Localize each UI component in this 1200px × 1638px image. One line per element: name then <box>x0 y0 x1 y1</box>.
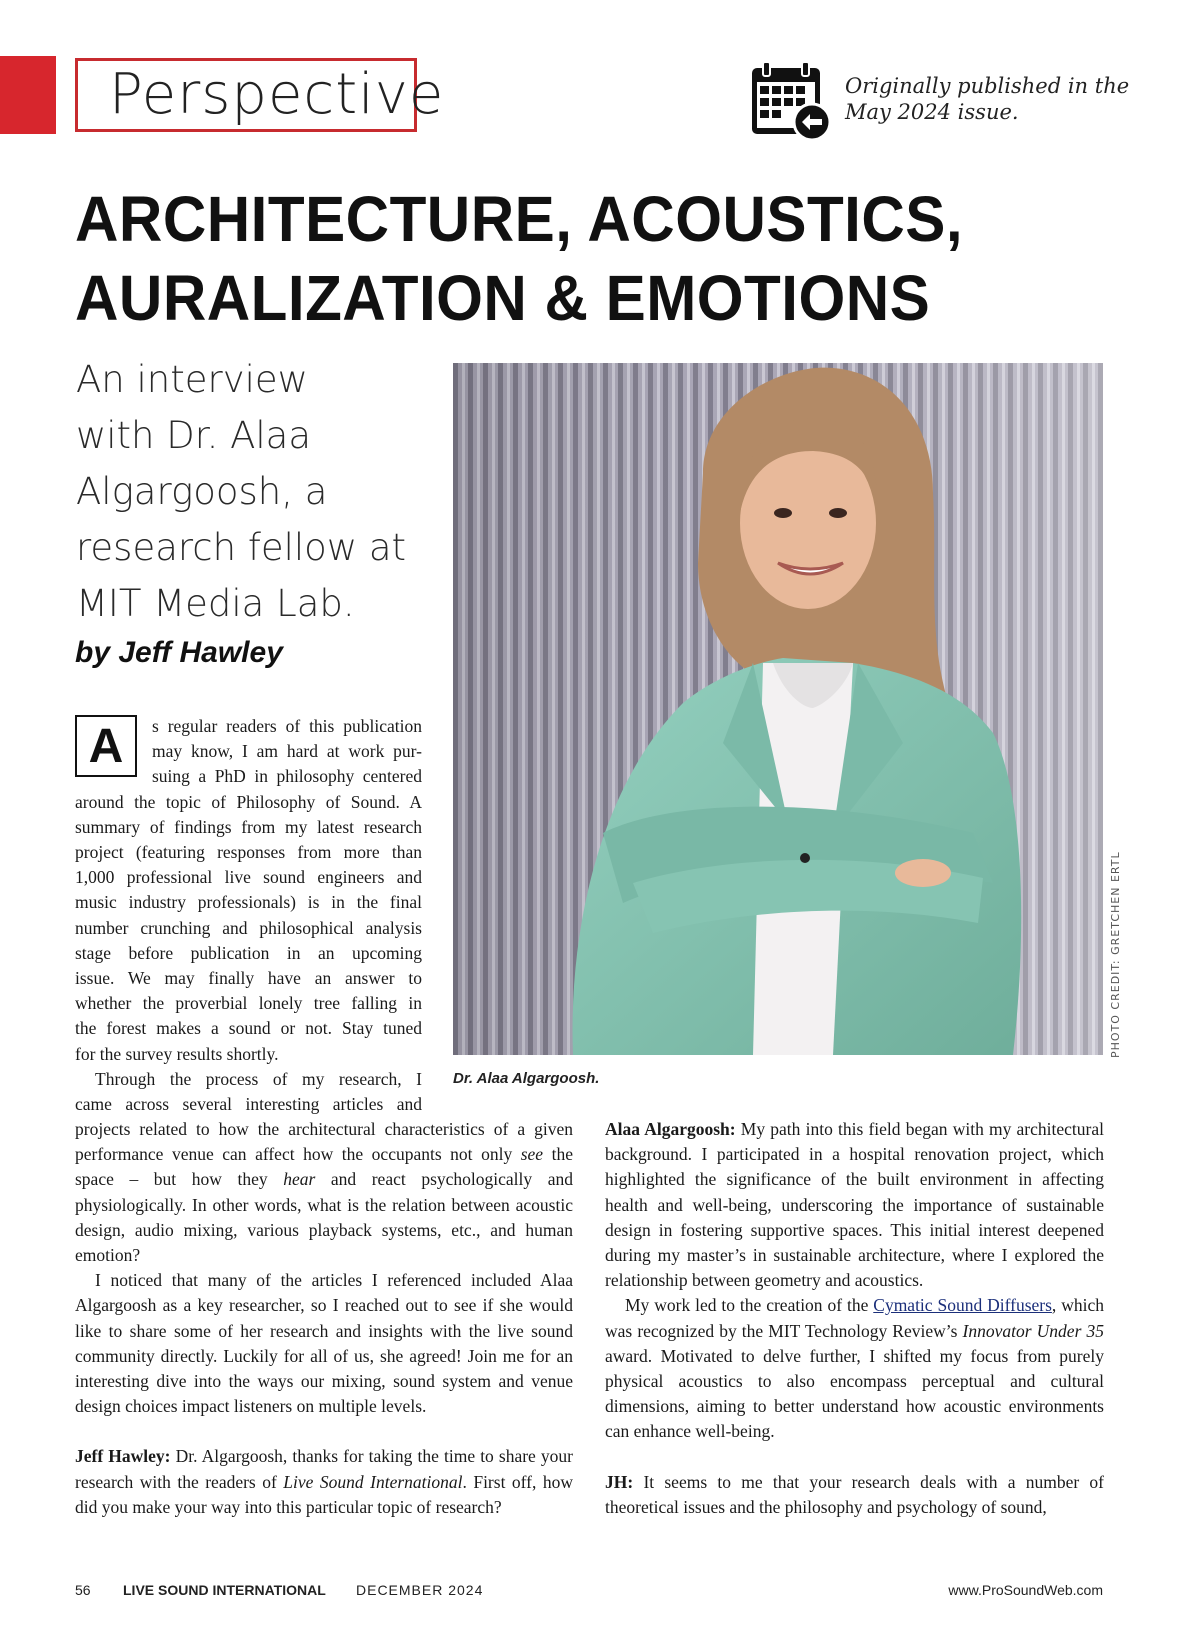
paragraph <box>75 1117 573 1268</box>
text-line: issue. We may finally have an answer to <box>75 968 422 989</box>
text-line: summary of findings from my latest research <box>75 816 422 837</box>
text-line: around the topic of Philosophy of Sound. A <box>75 791 422 812</box>
publication-name: Live Sound International <box>283 1471 463 1492</box>
page-number: 56 <box>75 1582 91 1598</box>
portrait-photo <box>453 363 1103 1055</box>
headline <box>75 180 1175 338</box>
text-run: Dr. Algargoosh, thanks for taking the time to share your research with the readers of <box>75 1446 573 1492</box>
text-run: award. Motivated to delve further, I shifted my focus from purely physical acoustics to also encompass perceptual and cultural dimensions, aiming to better understand how acoustic environments can enhance well-being. <box>605 1345 1104 1442</box>
subtitle-line: An interview <box>76 358 308 401</box>
text-line: suing a PhD in philosophy centered <box>152 766 422 787</box>
text-line: project (featuring responses from more than <box>75 842 422 863</box>
magazine-name: LIVE SOUND INTERNATIONAL <box>123 1582 326 1598</box>
byline: by Jeff Hawley <box>75 636 283 669</box>
subtitle-line: MIT Media Lab. <box>76 582 355 625</box>
drop-cap: A <box>75 715 137 777</box>
section-label: Perspective <box>109 62 445 127</box>
headline-line2: AURALIZATION & EMOTIONS <box>75 262 931 334</box>
text-run: projects related to how the architectural characteristics of a given performance venue can affect how the occupants not only <box>75 1119 573 1165</box>
subtitle-line: research fellow at <box>76 526 407 569</box>
website-link[interactable]: www.ProSoundWeb.com <box>948 1582 1103 1598</box>
publication-note-line2: May 2024 issue. <box>845 100 1019 124</box>
section-color-tab <box>0 56 56 134</box>
text-line: 1,000 professional live sound engineers and <box>75 867 422 888</box>
text-line: Through the process of my research, I <box>95 1068 422 1089</box>
cymatic-sound-diffusers-link[interactable]: Cymatic Sound Diffusers <box>873 1295 1052 1316</box>
text-line: came across several interesting articles and <box>75 1094 422 1115</box>
text-run: My path into this field began with my architectural background. I participated in a hospital renovation project, which highlighted the significance of the built environment in affecting health and well-being, underscoring the importance of sustainable design in fostering supportive spaces. This initial interest deepened during my master’s in sustainable architecture, where I explored the relationship between geometry and acoustics. <box>605 1119 1104 1291</box>
subtitle <box>76 352 446 632</box>
text-run: the space – but how they <box>75 1144 574 1190</box>
section-label-box <box>75 58 445 132</box>
text-line: the forest makes a sound or not. Stay tuned <box>75 1018 422 1039</box>
text-run: My work led to the creation of the <box>625 1295 874 1316</box>
right-column <box>605 1117 1104 1520</box>
photo-credit: PHOTO CREDIT: GRETCHEN ERTL <box>1109 851 1122 1058</box>
text-line: number crunching and philosophical analysis <box>75 917 422 938</box>
emphasis: hear <box>283 1169 316 1190</box>
speaker-label: Alaa Algargoosh: <box>605 1119 736 1139</box>
award-name: Innovator Under 35 <box>962 1320 1104 1341</box>
text-line: for the survey results shortly. <box>75 1043 279 1064</box>
text-line: music industry professionals) is in the final <box>75 892 422 913</box>
publication-note <box>845 73 1175 125</box>
subtitle-line: Algargoosh, a <box>76 470 328 513</box>
interview-question <box>75 1444 573 1520</box>
interview-question <box>605 1470 1104 1520</box>
issue-date: DECEMBER 2024 <box>356 1582 484 1598</box>
text-line: may know, I am hard at work pur- <box>152 741 422 762</box>
speaker-label: JH: <box>605 1471 634 1492</box>
headline-line1: ARCHITECTURE, ACOUSTICS, <box>75 183 964 255</box>
photo-caption: Dr. Alaa Algargoosh. <box>453 1070 600 1087</box>
interview-answer <box>605 1117 1104 1293</box>
text-line: s regular readers of this publication <box>152 716 422 736</box>
text-run: It seems to me that your research deals with a number of theoretical issues and the philosophy and psychology of sound, <box>605 1471 1104 1517</box>
text-line: stage before publication in an upcoming <box>75 942 422 963</box>
speaker-label: Jeff Hawley: <box>75 1446 171 1467</box>
text-run: and react psychologically and physiologically. In other words, what is the relation between acoustic design, audio mixing, various playback systems, etc., and human emotion? <box>75 1169 573 1266</box>
calendar-icon <box>748 60 832 144</box>
emphasis: see <box>520 1144 544 1165</box>
paragraph <box>605 1293 1104 1444</box>
subtitle-line: with Dr. Alaa <box>76 414 312 457</box>
publication-note-line1: Originally published in the <box>845 74 1130 98</box>
text-line: whether the proverbial lonely tree falling in <box>75 993 422 1014</box>
left-column <box>75 1117 573 1520</box>
paragraph: I noticed that many of the articles I referenced included Alaa Algargoosh as a key researcher, so I reached out to see if she would like to share some of her research and insights with the live sound community directly. Luckily for all of us, she agreed! Join me for an interesting dive into the ways our mixing, sound system and venue design choices impact listeners on multiple levels. <box>75 1270 573 1417</box>
text-run: . First off, how did you make your way into this particular topic of research? <box>75 1471 573 1517</box>
text-run: , which was recognized by the MIT Technology Review’s <box>605 1295 1104 1341</box>
